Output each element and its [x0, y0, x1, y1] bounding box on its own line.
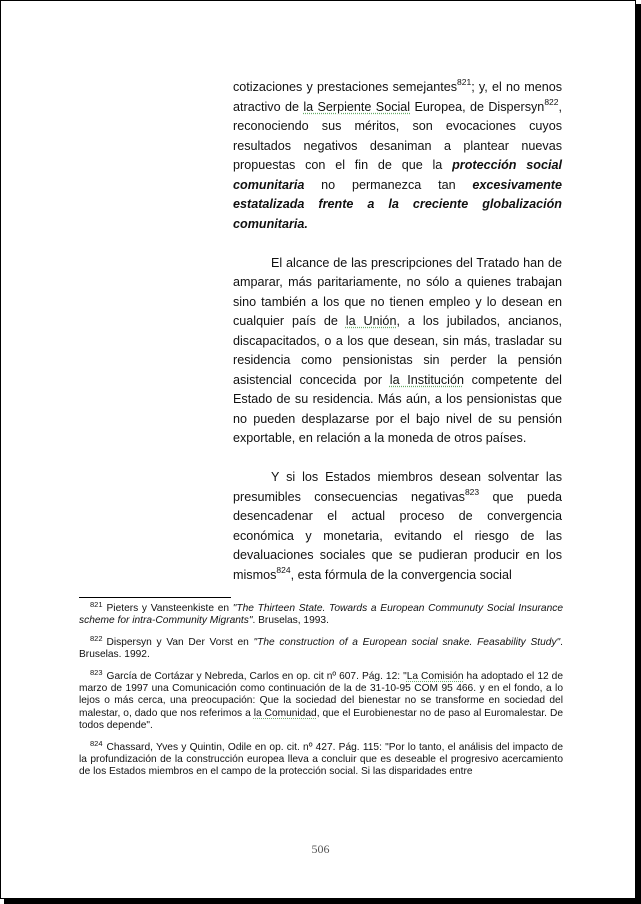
p2-text-1: El alcance de las prescripciones del Tratado han de amparar, más paritariamente, no sólo a quienes trabajan sino también a los que no tienen empleo y lo desean en cualquier país de: [233, 255, 562, 328]
p1-text-5: no permanezca tan: [304, 177, 473, 192]
footnote-ref-824[interactable]: 824: [276, 564, 291, 575]
footnote-ref-821[interactable]: 821: [457, 77, 472, 87]
footnote-text: . Bruselas, 1993.: [252, 615, 329, 627]
p1-underlined-1: la Serpiente Social: [303, 99, 411, 114]
p3-text-3: , esta fórmula de la convergencia social: [290, 567, 512, 582]
p2-underlined-2: la Institución: [389, 372, 464, 387]
paragraph-2: [233, 254, 562, 449]
footnote-text: García de Cortázar y Nebreda, Carlos en op. cit nº 607. Pág. 12: ": [106, 670, 407, 682]
p2-text-3: competente del Estado de su residencia. Más aún, a los pensionistas que no pueden desplazarse por el bajo nivel de su pensión exportable, en relación a la moneda de otros países.: [233, 372, 562, 445]
p1-text-2: ; y, el no menos atractivo de: [233, 80, 563, 114]
footnote-822: [79, 633, 563, 662]
footnote-number: 824: [90, 738, 103, 748]
footnote-text: Dispersyn y Van Der Vorst en: [106, 636, 254, 648]
p1-bold-2: excesivamente estatalizada frente a la creciente globalización comunitaria.: [233, 177, 562, 231]
footnote-ref-822[interactable]: 822: [544, 96, 559, 107]
p2-text-2: , a los jubilados, ancianos, discapacitados, o a los que desean, sin más, trasladar su residencia como pensionistas sin perder la pensión asistencial concecida por: [233, 314, 562, 387]
footnote-number: 821: [90, 600, 103, 609]
footnotes: [79, 600, 563, 788]
footnote-number: 823: [90, 667, 103, 677]
footnote-title: "The Thirteen State. Towards a European Communuty Social Insurance scheme for intra-Community Migrants": [79, 603, 563, 627]
footnote-number: 822: [90, 633, 103, 643]
footnote-text: . Bruselas. 1992.: [79, 636, 563, 661]
p3-text-2: que pueda desencadenar el actual proceso de convergencia económica y monetaria, evitando el riesgo de las devaluaciones sociales que se pudieran producir en los mismos: [233, 489, 562, 582]
footnote-text: , que el Eurobienestar no de paso al Euromalestar. De todos depende".: [79, 707, 563, 732]
page-shadow-bottom: [4, 899, 641, 904]
footnote-text: Chassard, Yves y Quintin, Odile en op. cit. nº 427. Pág. 115: "Por lo tanto, el análisis del impacto de la profundización de la construcción europea lleva a concluir que es deseable el progresivo acercamiento de los Estados miembros en el campo de la protección social. Si las disparidades entre: [79, 741, 563, 778]
footnote-title: "The construction of a European social snake. Feasability Study": [253, 636, 561, 648]
page-number: 506: [311, 842, 330, 856]
p1-text-3: Europea, de Dispersyn: [410, 99, 545, 114]
paragraph-1: [233, 78, 562, 234]
footnote-underlined: La Comisión: [406, 670, 464, 682]
footnote-821: [79, 600, 563, 628]
footnote-separator: [79, 597, 231, 598]
p3-text-1: Y si los Estados miembros desean solventar las presumibles consecuencias negativas: [233, 470, 562, 504]
p1-bold-1: protección social comunitaria: [233, 158, 562, 192]
page-shadow-right: [636, 4, 641, 904]
p1-text-1: cotizaciones y prestaciones semejantes: [233, 80, 458, 94]
paragraph-3: [233, 468, 562, 585]
footnote-text: ha adoptado el 12 de marzo de 1997 una Comunicación como continuación de la de 31-10-95 COM 95 466. y en el fondo, a lo lejos o más cerca, una preocupación: Que la sociedad del bienestar no se transforme en sociedad del malestar, o, dado que nos referimos a: [79, 670, 563, 719]
footnote-824: [79, 738, 563, 779]
footnote-text: Pieters y Vansteenkiste en: [106, 603, 233, 614]
p2-underlined-1: la Unión: [345, 314, 397, 328]
body-text: [233, 78, 562, 605]
footnote-823: [79, 667, 563, 733]
footnote-underlined: la Comunidad: [253, 707, 317, 719]
p1-text-4: , reconociendo sus méritos, son evocaciones cuyos resultados negativos desaniman a plantear nuevas propuestas con el fin de que la: [233, 99, 562, 172]
footnote-ref-823[interactable]: 823: [464, 486, 480, 497]
